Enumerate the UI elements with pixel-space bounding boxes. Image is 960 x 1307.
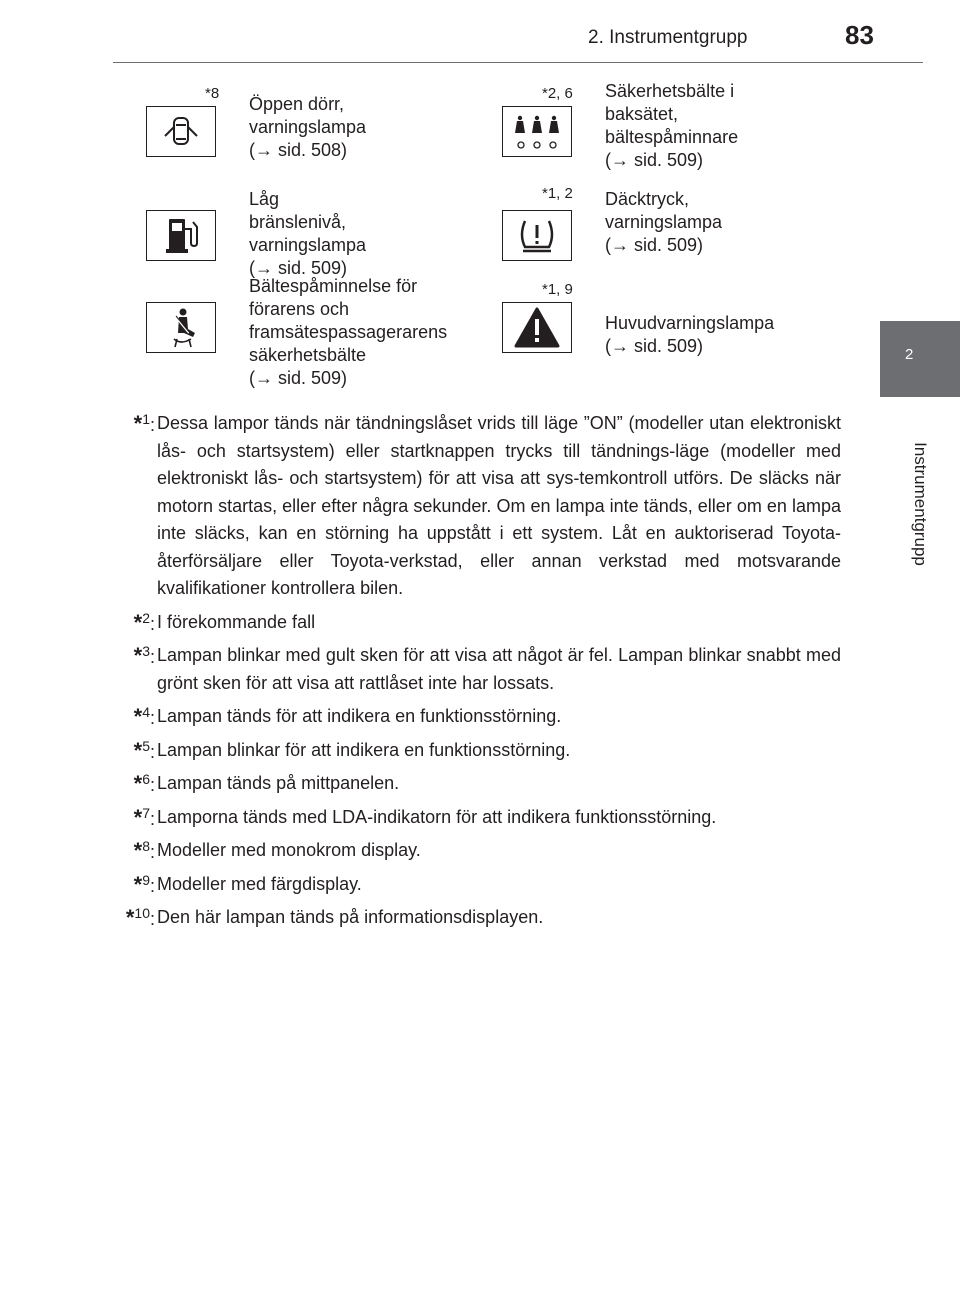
indicator-description <box>605 80 738 172</box>
description-line: Öppen dörr, <box>249 94 345 114</box>
footnote-marker: *$^7$: <box>133 804 155 830</box>
description-line: Huvudvarningslampa <box>605 313 775 333</box>
seatbelt-reminder-icon <box>146 302 216 353</box>
footnote-number: 5 <box>142 737 150 754</box>
footnote <box>0 642 960 697</box>
indicator-footnote-mark: *1, 2 <box>542 185 573 202</box>
footnote-marker: *$^5$: <box>133 737 155 763</box>
footnote-number: 9 <box>142 871 150 888</box>
footnote <box>0 737 960 765</box>
footnote-text: Lampan tänds för att indikera en funktionsstörning. <box>157 706 562 726</box>
description-line: Säkerhetsbälte i <box>605 81 735 101</box>
page-reference: (→ sid. 509) <box>605 235 704 255</box>
footnote <box>0 837 960 865</box>
description-line: varningslampa <box>605 212 723 232</box>
rear-seatbelt-reminder-icon <box>502 106 572 157</box>
chapter-tab-number: 2 <box>905 346 914 363</box>
footnote-number: 6 <box>142 771 150 787</box>
page-reference: (→ sid. 509) <box>249 368 348 388</box>
indicator-footnote-mark: *2, 6 <box>542 85 573 102</box>
footnote <box>0 609 960 637</box>
footnote-marker: *$^3$: <box>133 643 155 668</box>
description-line: Låg bränslenivå, <box>249 189 347 232</box>
indicator-description <box>605 188 722 257</box>
page-reference: (→ sid. 509) <box>249 258 348 278</box>
footnote-number: 4 <box>142 704 150 720</box>
footnote-marker: *$^1$: <box>133 411 155 436</box>
chapter-side-label-text: Instrumentgrupp <box>911 442 930 566</box>
footnote-text: Lampan blinkar med gult sken för att visa att något är fel. Lampan blinkar snabbt med grönt sken för att visa att rattlåset inte har lossats. <box>157 645 841 693</box>
description-line: Bältespåminnelse för <box>249 276 418 296</box>
footnote <box>0 871 960 899</box>
footnote-text: Modeller med färgdisplay. <box>157 873 362 894</box>
page-reference: (→ sid. 509) <box>605 336 704 356</box>
description-line: Däcktryck, <box>605 189 690 209</box>
chapter-title: 2. Instrumentgrupp <box>588 27 748 48</box>
indicator-description <box>249 93 366 162</box>
page-number: 83 <box>845 20 874 50</box>
footnote-text: Lampan blinkar för att indikera en funktionsstörning. <box>157 739 571 760</box>
description-line: varningslampa <box>249 235 367 255</box>
description-line: framsätespassagerarens <box>249 322 448 342</box>
description-line: säkerhetsbälte <box>249 345 367 365</box>
description-line: baksätet, <box>605 104 679 124</box>
footnote-number: 10 <box>134 905 150 921</box>
open-door-icon <box>146 106 216 157</box>
indicator-footnote-mark: *1, 9 <box>542 281 573 298</box>
description-line: förarens och <box>249 299 350 319</box>
master-warning-icon <box>502 302 572 353</box>
footnote-marker: *$^9$: <box>133 871 155 897</box>
footnote <box>0 804 960 832</box>
footnote-number: 2 <box>142 609 150 626</box>
footnote-number: 8 <box>142 838 150 854</box>
footnote-marker: *$^2$: <box>133 609 155 635</box>
chapter-tab <box>880 321 960 397</box>
header-divider <box>113 62 923 63</box>
indicator-description <box>249 275 447 390</box>
indicator-description <box>249 188 366 280</box>
footnote-marker: *$^4$: <box>133 704 155 729</box>
footnote-text: Lamporna tänds med LDA-indikatorn för att indikera funktionsstörning. <box>157 806 717 827</box>
page-reference: (→ sid. 509) <box>605 150 704 170</box>
footnote-text: I förekommande fall <box>157 611 316 632</box>
description-line: varningslampa <box>249 117 367 137</box>
footnote-marker: *$^6$: <box>133 771 155 796</box>
footnote-text: Lampan tänds på mittpanelen. <box>157 773 400 793</box>
fuel-pump-icon <box>146 210 216 261</box>
page-reference: (→ sid. 508) <box>249 140 348 160</box>
indicator-footnote-mark: *8 <box>205 85 220 102</box>
tire-pressure-icon <box>502 210 572 261</box>
footnotes <box>0 410 960 938</box>
footnote-marker: *$^8$: <box>133 838 155 863</box>
footnote <box>0 904 960 932</box>
description-line: bältespåminnare <box>605 127 739 147</box>
footnote-text: Den här lampan tänds på informationsdisplayen. <box>157 907 544 927</box>
indicator-description <box>605 312 774 358</box>
footnote <box>0 770 960 798</box>
footnote-text: Dessa lampor tänds när tändningslåset vrids till läge ”ON” (modeller utan elektroniskt lås- och startsystem) eller startknappen trycks till tändnings-läge (modeller med elektroniskt lås- och startsystem) för att visa att sys-temkontroll utförs. De släcks när motorn startas, eller efter några sekunder. Om en lampa inte tänds, eller om en lampa inte släcks, kan en störning ha uppstått i ett system. Låt en auktoriserad Toyota-återförsäljare eller Toyota-verkstad, eller annan verkstad med motsvarande kvalifikationer kontrollera bilen. <box>157 413 841 598</box>
footnote-number: 1 <box>142 411 150 427</box>
footnote-text: Modeller med monokrom display. <box>157 840 421 860</box>
footnote <box>0 703 960 731</box>
footnote-marker: *$^{10}$: <box>125 905 155 930</box>
footnote-number: 3 <box>142 643 150 659</box>
footnote-number: 7 <box>142 804 150 821</box>
footnote <box>0 410 960 603</box>
